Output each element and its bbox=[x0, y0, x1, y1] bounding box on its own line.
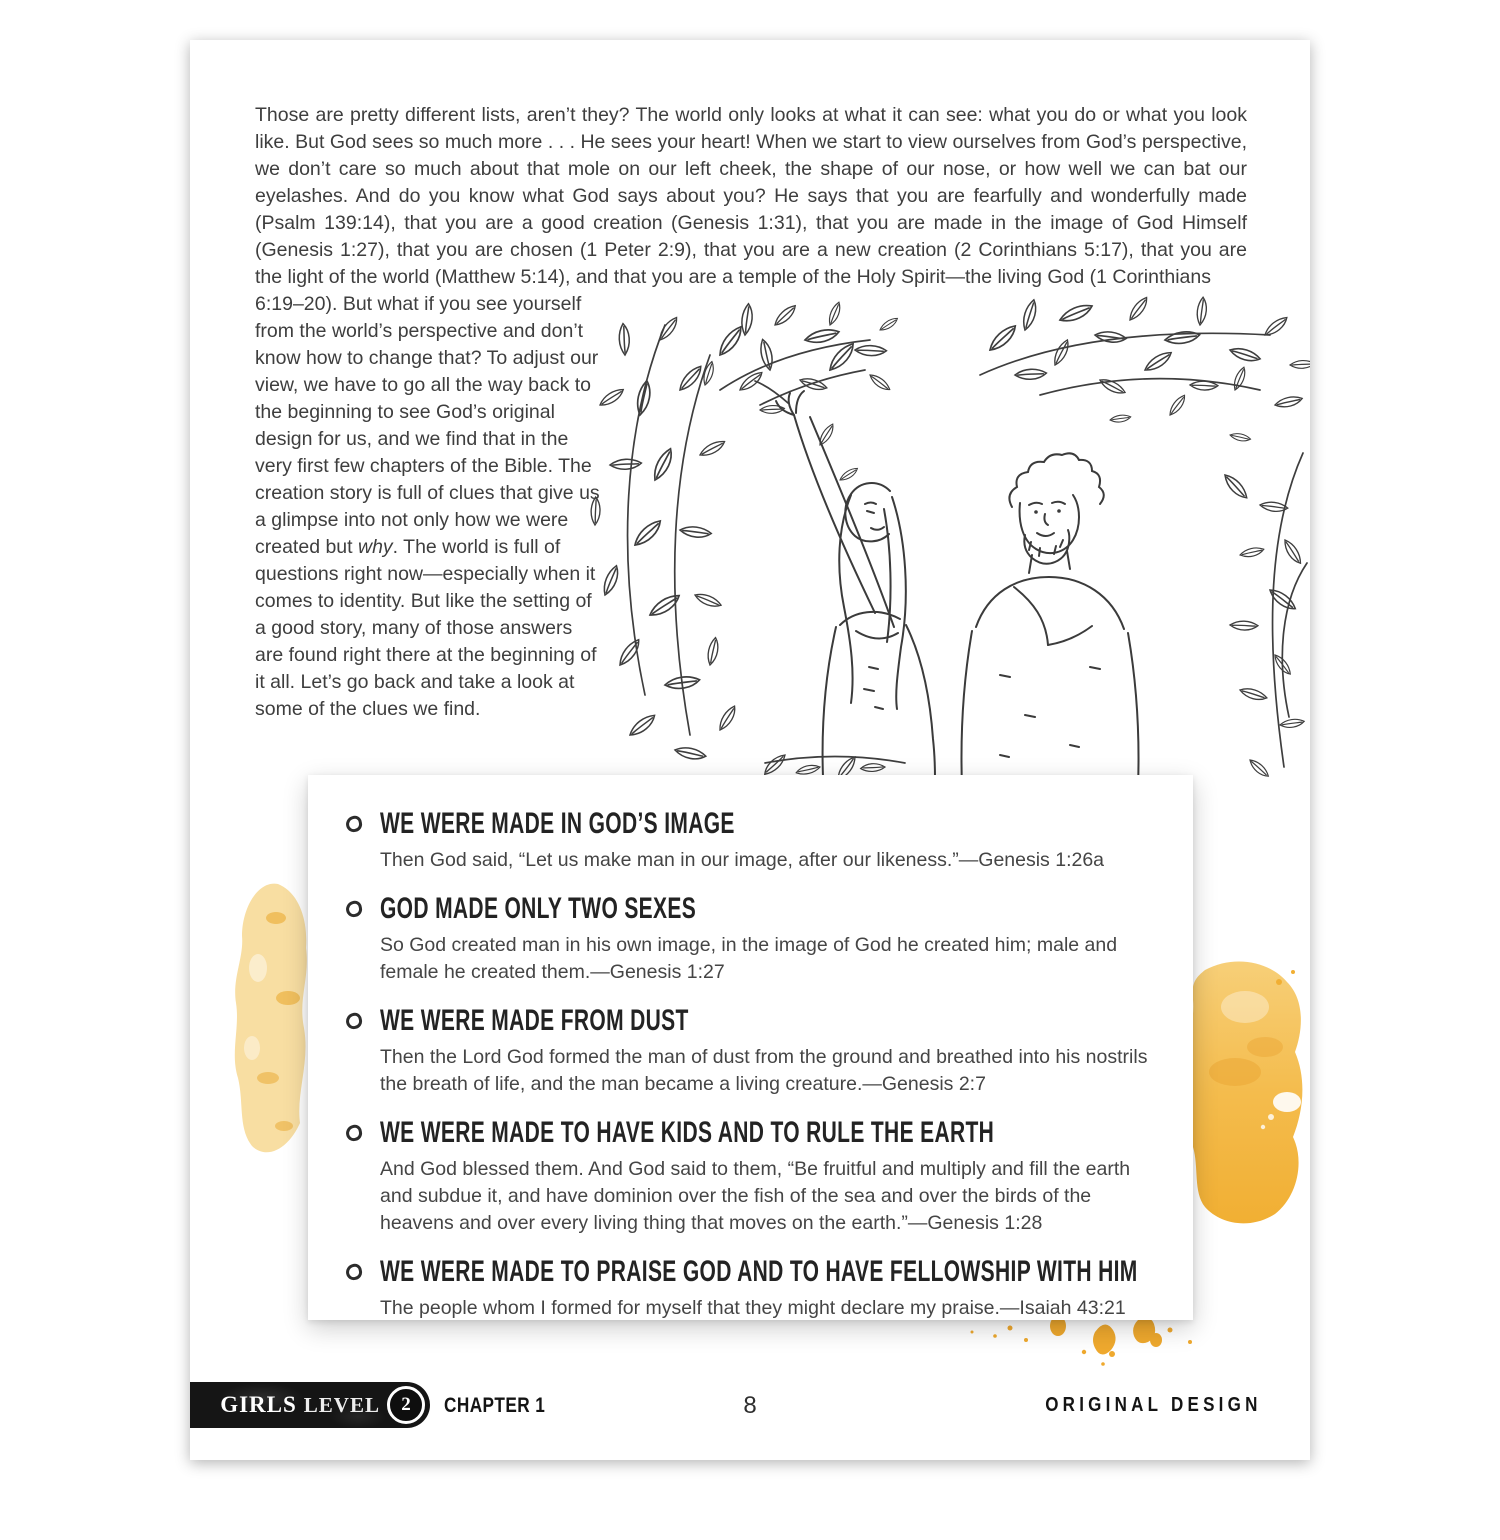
callout-heading: WE WERE MADE TO HAVE KIDS AND TO RULE THE EARTH bbox=[380, 1116, 995, 1149]
callout-heading: WE WERE MADE FROM DUST bbox=[380, 1004, 689, 1037]
ring-bullet-icon bbox=[345, 1012, 364, 1031]
brand-level-label: LEVEL bbox=[303, 1392, 380, 1417]
chapter-label: CHAPTER 1 bbox=[444, 1394, 546, 1417]
leaves bbox=[585, 297, 1310, 780]
eve-figure bbox=[776, 391, 935, 779]
body-paragraph-narrow bbox=[255, 291, 603, 723]
narrow-text-pre: 6:19–20). But what if you see yourself from the world’s perspective and don’t know how to change that? To adjust our view, we have to go all the way back to the beginning to see God’s original design for us, and we find that in the very first few chapters of the Bible. The creation story is full of clues that give us a glimpse into not only how we were created but bbox=[255, 293, 600, 558]
book-page bbox=[190, 40, 1310, 1460]
callout-heading: WE WERE MADE TO PRAISE GOD AND TO HAVE FELLOWSHIP WITH HIM bbox=[380, 1255, 1138, 1288]
ring-bullet-icon bbox=[345, 1263, 364, 1282]
body-paragraph-full: Those are pretty different lists, aren’t they? The world only looks at what it can see: what you do or what you look like. But God sees so much more . . . He sees your heart! When we start to view ourselves from God’s perspective, we don’t care so much about that mole on our left cheek, the shape of our nose, or how well we can bat our eyelashes. And do you know what God says about you? He says that you are fearfully and wonderfully made (Psalm 139:14), that you are a good creation (Genesis 1:31), that you are made in the image of God Himself (Genesis 1:27), that you are chosen (1 Peter 2:9), that you are a new creation (2 Corinthians 5:17), that you are the light of the world (Matthew 5:14), and that you are a temple of the Holy Spirit—the living God (1 Corinthians bbox=[255, 104, 1247, 288]
adam-eve-illustration bbox=[570, 295, 1310, 795]
book-title: ORIGINAL DESIGN bbox=[1045, 1394, 1262, 1416]
level-number-badge bbox=[387, 1386, 425, 1424]
callout-heading: WE WERE MADE IN GOD’S IMAGE bbox=[380, 807, 735, 840]
level-number: 2 bbox=[401, 1394, 411, 1415]
narrow-text-italic: why bbox=[357, 536, 393, 558]
callout-quote: Then God said, “Let us make man in our image, after our likeness.”—Genesis 1:26a bbox=[380, 849, 1105, 871]
ring-bullet-icon bbox=[345, 900, 364, 919]
callout-quote: And God blessed them. And God said to them, “Be fruitful and multiply and fill the earth and subdue it, and have dominion over the fish of the sea and over the birds of the heavens and over every living thing that moves on the earth.”—Genesis 1:28 bbox=[380, 1158, 1131, 1234]
callout-heading: GOD MADE ONLY TWO SEXES bbox=[380, 892, 697, 925]
callout-item bbox=[344, 1257, 1153, 1322]
watercolor-drops bbox=[960, 1312, 1230, 1384]
page-footer bbox=[190, 1382, 1310, 1428]
callout-item bbox=[344, 894, 1153, 986]
ring-bullet-icon bbox=[345, 1124, 364, 1143]
adam-figure bbox=[961, 453, 1138, 787]
brand-girls-label: GIRLS bbox=[220, 1392, 297, 1417]
callout-quote: The people whom I formed for myself that they might declare my praise.—Isaiah 43:21 bbox=[380, 1297, 1126, 1319]
callout-quote: Then the Lord God formed the man of dust from the ground and breathed into his nostrils the breath of life, and the man became a living creature.—Genesis 2:7 bbox=[380, 1046, 1148, 1095]
watercolor-splash-right bbox=[1175, 952, 1310, 1247]
callout-item bbox=[344, 1006, 1153, 1098]
ring-bullet-icon bbox=[345, 815, 364, 834]
scripture-callout-card bbox=[308, 775, 1193, 1320]
watercolor-splash-left bbox=[218, 878, 312, 1170]
callout-quote: So God created man in his own image, in the image of God he created him; male and female he created them.—Genesis 1:27 bbox=[380, 934, 1118, 983]
callout-item bbox=[344, 809, 1153, 874]
narrow-text-post: . The world is full of questions right now—especially when it comes to identity. But like the setting of a good story, many of those answers are found right there at the beginning of it all. Let’s go back and take a look at some of the clues we find. bbox=[255, 536, 597, 720]
series-badge bbox=[190, 1382, 430, 1428]
page-number: 8 bbox=[743, 1392, 757, 1419]
callout-item bbox=[344, 1118, 1153, 1237]
